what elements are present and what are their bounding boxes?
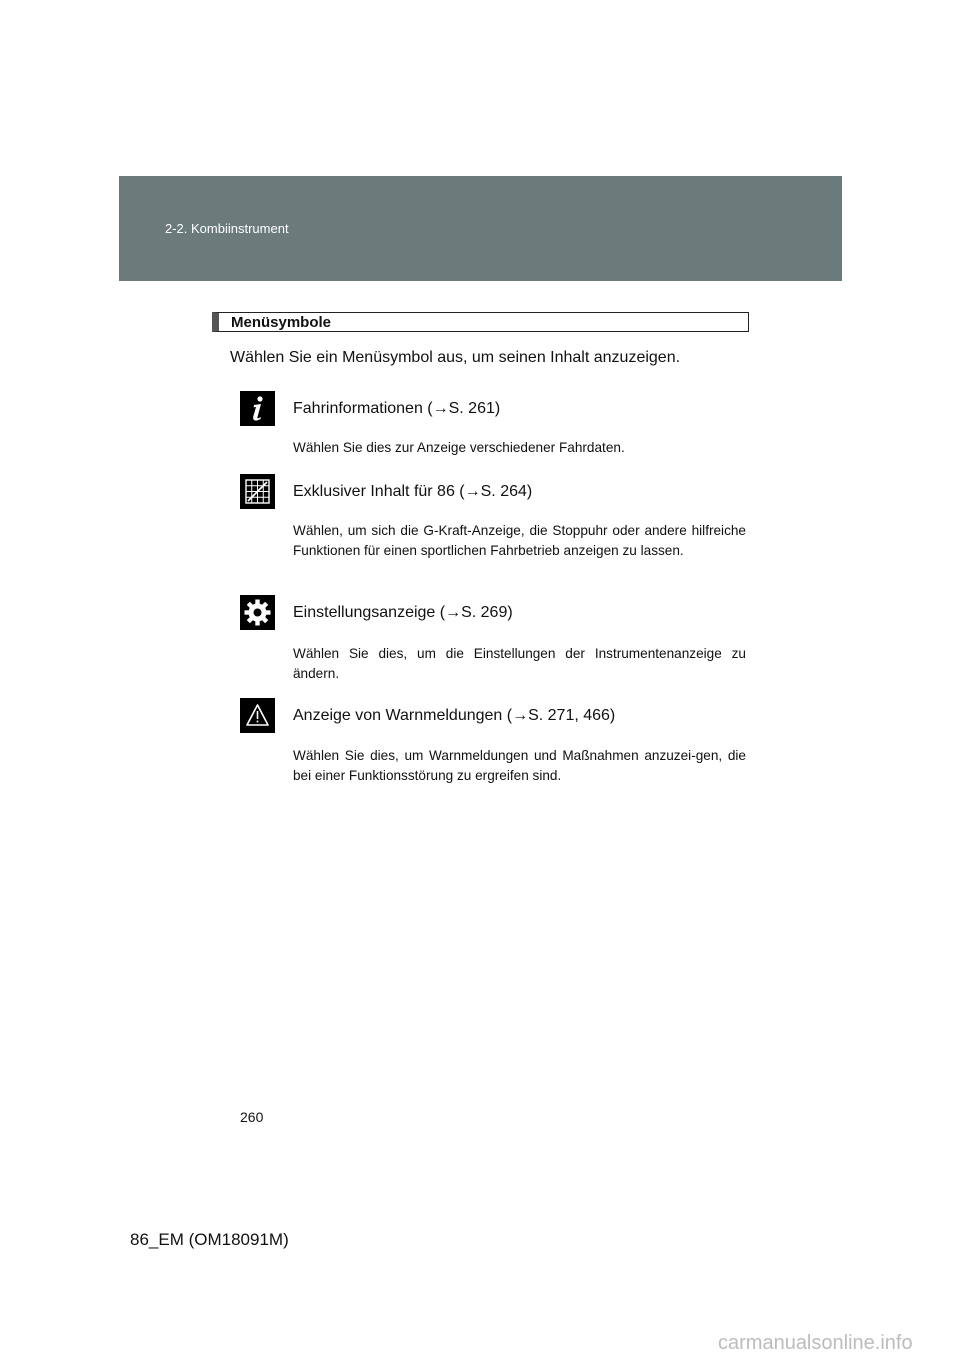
section-title: Menüsymbole xyxy=(231,314,332,331)
entry-desc-fahrinformationen: Wählen Sie dies zur Anzeige verschiedener Fahrdaten. xyxy=(293,440,625,455)
footer-watermark: carmanualsonline.info xyxy=(718,1332,913,1354)
page-number: 260 xyxy=(240,1109,264,1125)
entry-title-fahrinformationen: Fahrinformationen (→S. 261) xyxy=(293,400,501,417)
document-code: 86_EM (OM18091M) xyxy=(130,1230,289,1249)
entry-title-exklusiver-inhalt: Exklusiver Inhalt für 86 (→S. 264) xyxy=(293,483,533,500)
entry-desc-exklusiver-inhalt: Wählen, um sich die G-Kraft-Anzeige, die Stoppuhr oder andere hilfreiche Funktionen für einen sportlichen Fahrbetrieb anzeigen zu lassen. xyxy=(293,523,746,558)
intro-text: Wählen Sie ein Menüsymbol aus, um seinen Inhalt anzuzeigen. xyxy=(230,349,681,366)
gear-icon xyxy=(240,595,275,630)
entry-title-einstellungsanzeige: Einstellungsanzeige (→S. 269) xyxy=(293,604,513,621)
section-path: 2-2. Kombiinstrument xyxy=(165,221,289,236)
entry-title-warnmeldungen: Anzeige von Warnmeldungen (→S. 271, 466) xyxy=(293,707,616,724)
warning-icon xyxy=(240,698,275,733)
section-title-box xyxy=(212,312,749,332)
entry-desc-warnmeldungen: Wählen Sie dies, um Warnmeldungen und Maßnahmen anzuzei-gen, die bei einer Funktionsstörung zu ergreifen sind. xyxy=(293,748,746,783)
grid-chart-icon xyxy=(240,474,275,509)
info-icon xyxy=(240,391,275,426)
entry-desc-einstellungsanzeige: Wählen Sie dies, um die Einstellungen der Instrumentenanzeige zu ändern. xyxy=(293,646,746,681)
